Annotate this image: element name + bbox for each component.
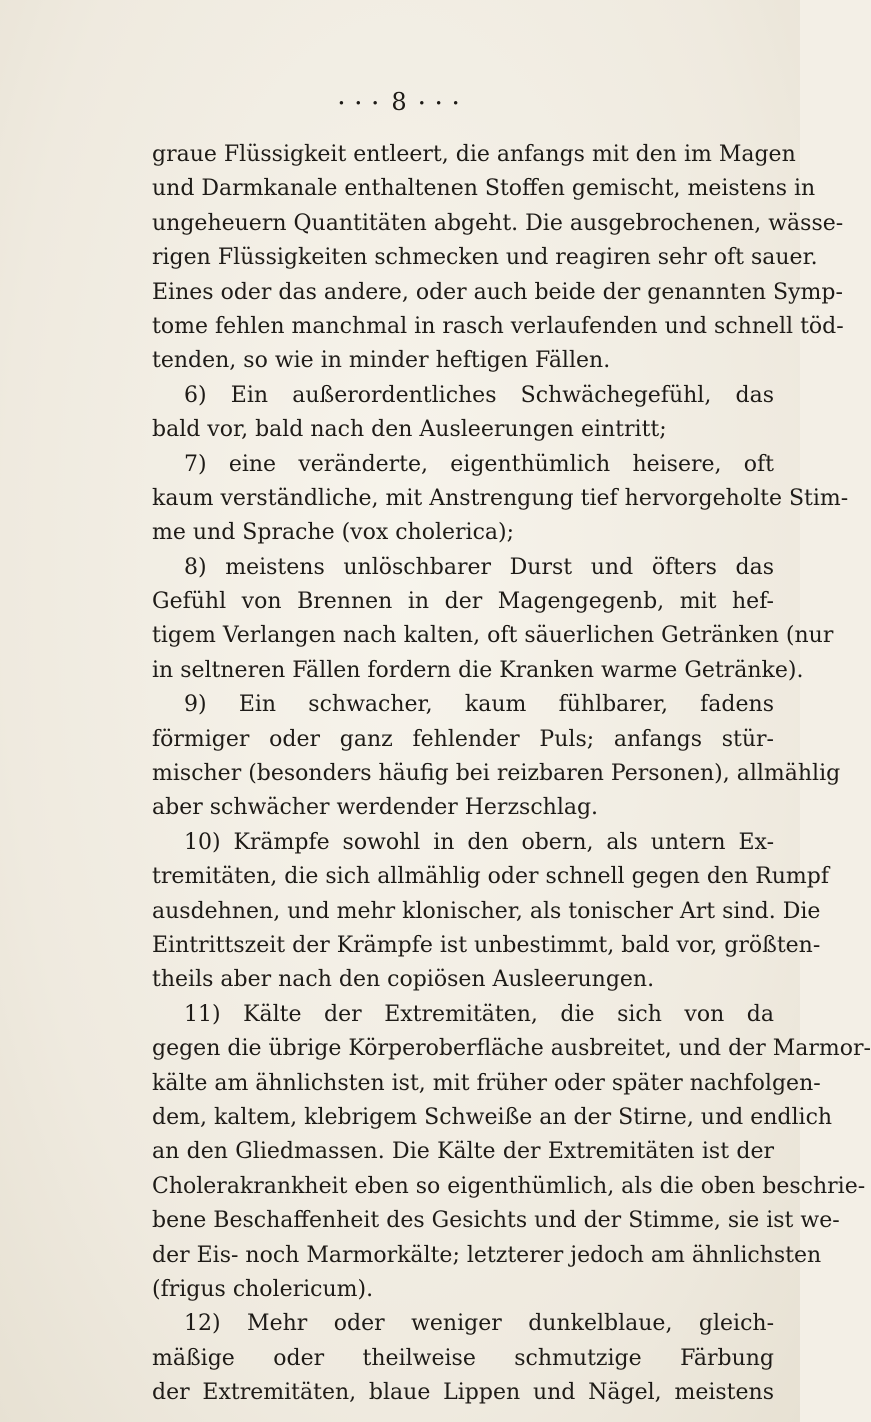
- text-line: an den Gliedmassen. Die Kälte der Extremitäten ist der: [152, 1139, 774, 1165]
- text-line: tigem Verlangen nach kalten, oft säuerlichen Getränken (nur: [152, 623, 834, 649]
- text-line: Cholerakrankheit eben so eigenthümlich, als die oben beschrie-: [152, 1173, 866, 1199]
- body-text: [152, 138, 871, 1410]
- text-line: mischer (besonders häufig bei reizbaren Personen), allmählig: [152, 761, 841, 787]
- text-line: tome fehlen manchmal in rasch verlaufenden und schnell töd-: [152, 313, 844, 339]
- text-line: graue Flüssigkeit entleert, die anfangs mit den im Magen: [152, 142, 796, 167]
- text-line: der Eis- noch Marmorkälte; letzterer jedoch am ähnlichsten: [152, 1242, 822, 1268]
- text-line: Eintrittszeit der Krämpfe ist unbestimmt, bald vor, größten-: [152, 932, 821, 958]
- text-line: kaum verständliche, mit Anstrengung tief hervorgeholte Stim-: [152, 485, 849, 511]
- header-ornament-right: • • •: [418, 96, 463, 111]
- text-line: rigen Flüssigkeiten schmecken und reagiren sehr oft sauer.: [152, 245, 818, 271]
- text-line: (frigus cholericum).: [152, 1276, 374, 1302]
- text-line: und Darmkanale enthaltenen Stoffen gemischt, meistens in: [152, 176, 816, 202]
- text-line: kälte am ähnlichsten ist, mit früher oder später nachfolgen-: [152, 1070, 821, 1096]
- text-line: aber schwächer werdender Herzschlag.: [152, 795, 599, 821]
- text-line: 11) Kälte der Extremitäten, die sich von da: [184, 1001, 774, 1027]
- text-line: 10) Krämpfe sowohl in den obern, als untern Ex-: [184, 829, 774, 855]
- header-ornament-left: • • •: [337, 96, 382, 111]
- text-line: bene Beschaffenheit des Gesichts und der Stimme, sie ist we-: [152, 1208, 840, 1234]
- page-header: [0, 88, 800, 116]
- text-line: ausdehnen, und mehr klonischer, als tonischer Art sind. Die: [152, 898, 821, 924]
- text-line: bald vor, bald nach den Ausleerungen eintritt;: [152, 417, 667, 443]
- text-line: theils aber nach den copiösen Ausleerungen.: [152, 967, 655, 993]
- text-line: ungeheuern Quantitäten abgeht. Die ausgebrochenen, wässe-: [152, 210, 844, 236]
- text-line: in seltneren Fällen fordern die Kranken warme Getränke).: [152, 657, 804, 683]
- text-line: tremitäten, die sich allmählig oder schnell gegen den Rumpf: [152, 864, 830, 890]
- text-line: me und Sprache (vox cholerica);: [152, 520, 515, 546]
- text-line: der Extremitäten, blaue Lippen und Nägel, meistens: [152, 1380, 774, 1406]
- text-line: 8) meistens unlöschbarer Durst und öfters das: [184, 554, 774, 580]
- text-line: förmiger oder ganz fehlender Puls; anfangs stür-: [152, 726, 774, 752]
- text-line: tenden, so wie in minder heftigen Fällen.: [152, 348, 611, 374]
- page-number: 8: [391, 88, 409, 116]
- text-line: 9) Ein schwacher, kaum fühlbarer, fadens: [184, 692, 774, 718]
- text-line: dem, kaltem, klebrigem Schweiße an der Stirne, und endlich: [152, 1104, 833, 1130]
- text-line: gegen die übrige Körperoberfläche ausbreitet, und der Marmor-: [152, 1036, 871, 1062]
- text-line: Eines oder das andere, oder auch beide der genannten Symp-: [152, 279, 843, 305]
- text-line: mäßige oder theilweise schmutzige Färbung: [152, 1345, 774, 1371]
- text-line: 6) Ein außerordentliches Schwächegefühl, das: [184, 382, 774, 408]
- text-line: 7) eine veränderte, eigenthümlich heisere, oft: [184, 451, 774, 477]
- text-line: Gefühl von Brennen in der Magengegenb, mit hef-: [152, 589, 774, 615]
- text-line: 12) Mehr oder weniger dunkelblaue, gleich-: [184, 1311, 774, 1337]
